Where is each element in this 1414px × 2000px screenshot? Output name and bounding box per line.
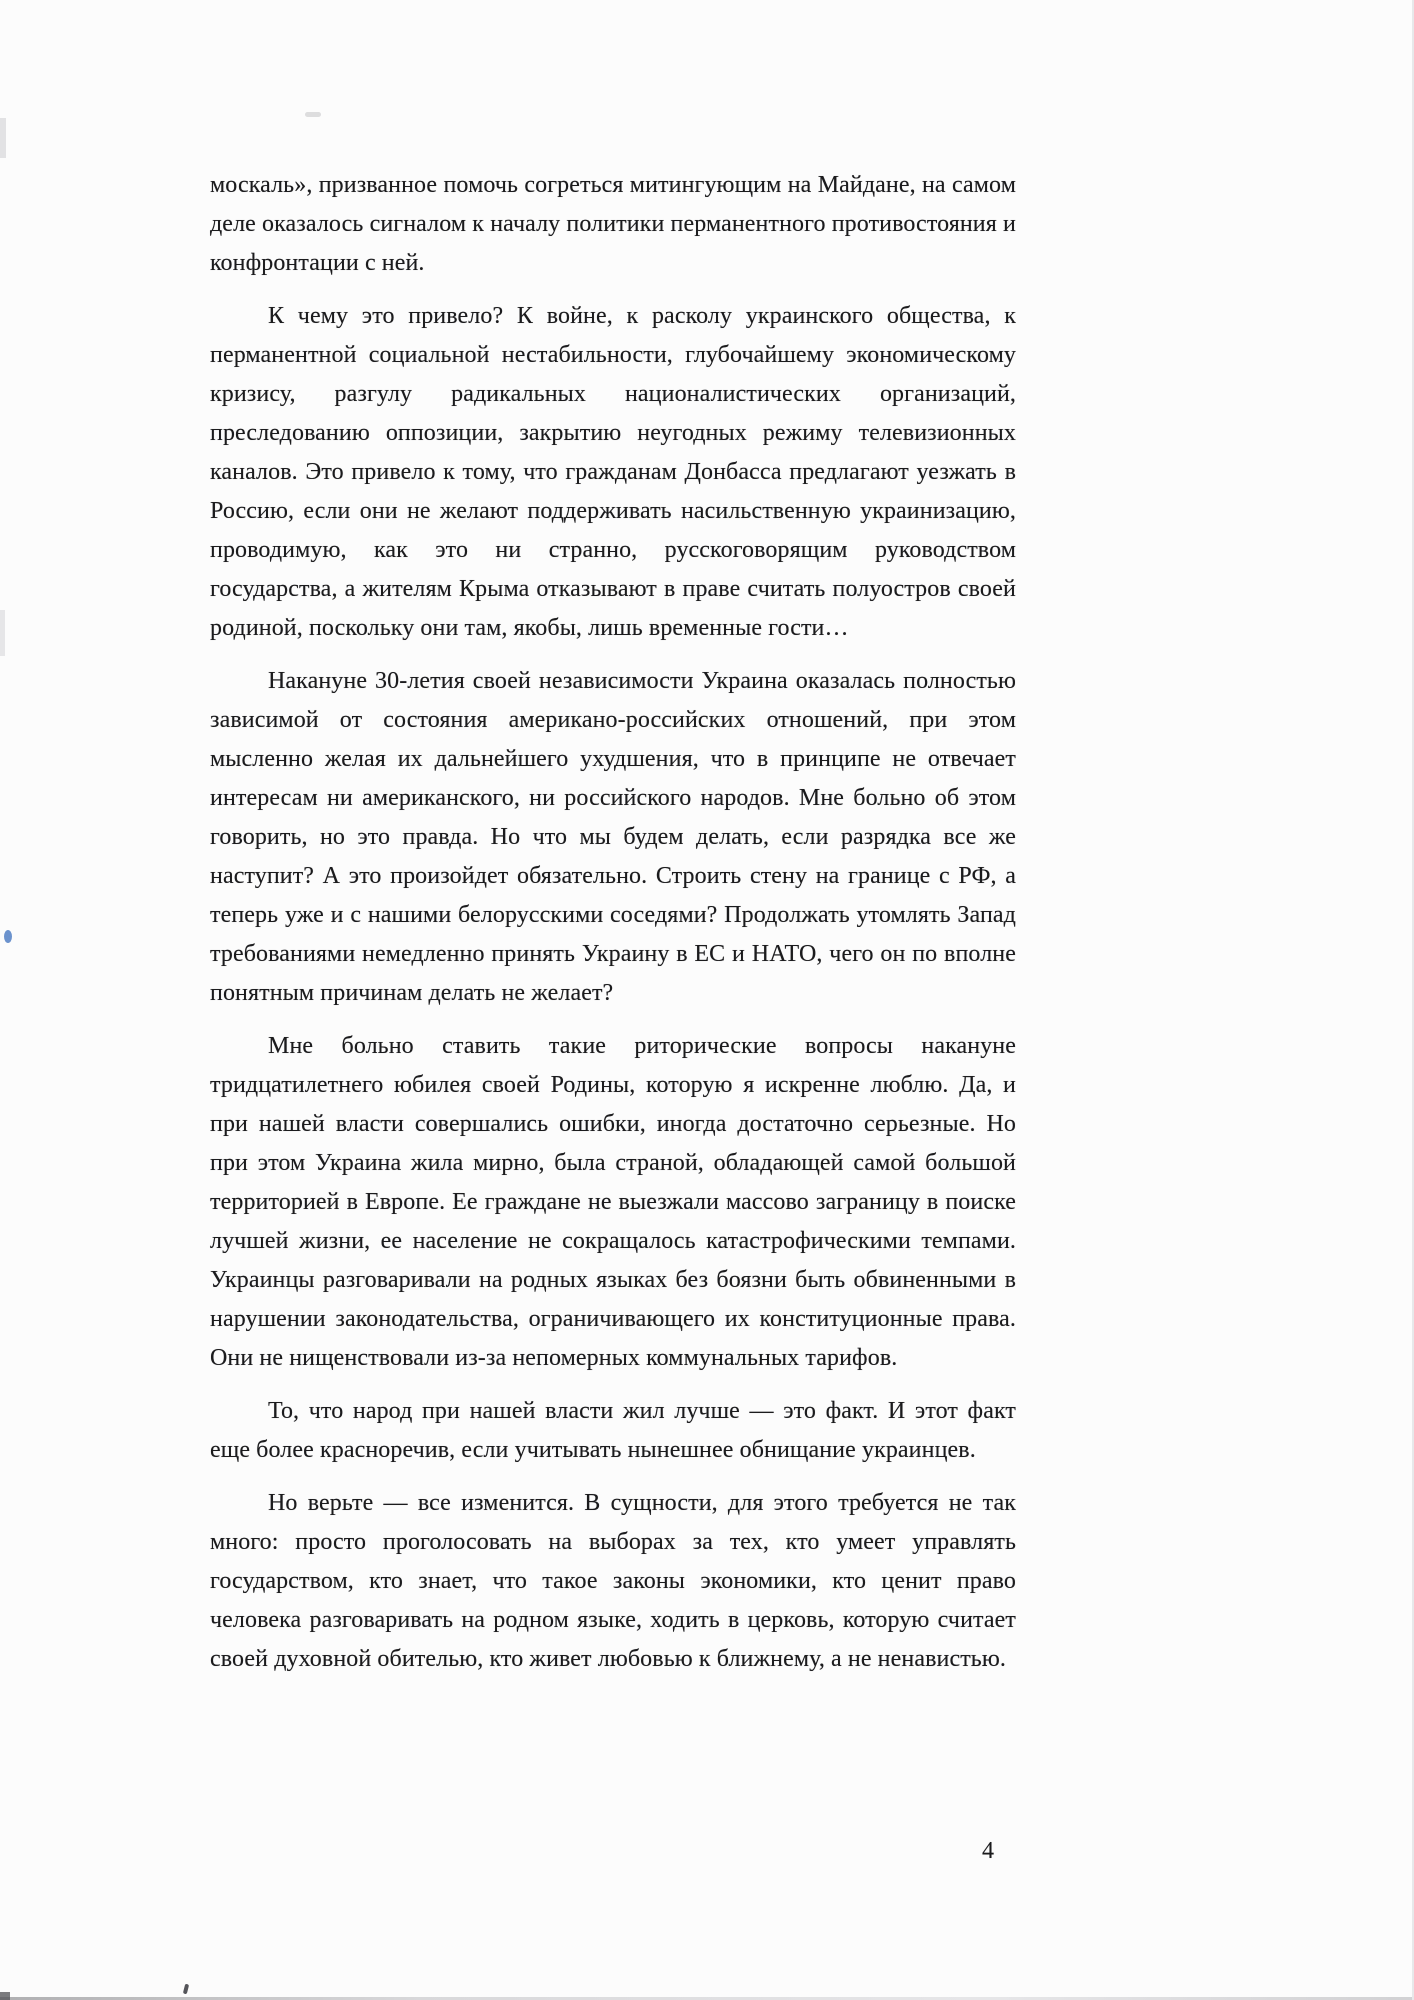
scan-artifact-bottom-corner bbox=[0, 1992, 10, 2000]
scan-artifact-edge-smudge bbox=[0, 610, 5, 656]
paragraph-continuation: москаль», призванное помочь согреться митингующим на Майдане, на самом деле оказалось сигналом к началу политики перманентного противостояния и конфронтации с ней. bbox=[210, 172, 1016, 276]
page-number: 4 bbox=[982, 1838, 994, 1864]
paragraph-2: К чему это привело? К войне, к расколу украинского общества, к перманентной социальной нестабильности, глубочайшему экономическому кризису, разгулу радикальных националистических организаций, преследованию оппозиции, закрытию неугодных режиму телевизионных каналов. Это привело к тому, что гражданам Донбасса предлагают уезжать в Россию, если они не желают поддерживать насильственную украинизацию, проводимую, как это ни странно, русскоговорящим руководством государства, а жителям Крыма отказывают в праве считать полуостров своей родиной, поскольку они там, якобы, лишь временные гости… bbox=[210, 303, 1016, 641]
paragraph-4: Мне больно ставить такие риторические вопросы накануне тридцатилетнего юбилея своей Родины, которую я искренне люблю. Да, и при нашей власти совершались ошибки, иногда достаточно серьезные. Но при этом Украина жила мирно, была страной, обладающей самой большой территорией в Европе. Ее граждане не выезжали массово заграницу в поиске лучшей жизни, ее население не сокращалось катастрофическими темпами. Украинцы разговаривали на родных языках без боязни быть обвиненными в нарушении законодательства, ограничивающего их конституционные права. Они не нищенствовали из-за непомерных коммунальных тарифов. bbox=[210, 1033, 1016, 1371]
scan-artifact-smudge bbox=[305, 112, 321, 117]
paragraph-3: Накануне 30-летия своей независимости Украина оказалась полностью зависимой от состояния американо-российских отношений, при этом мысленно желая их дальнейшего ухудшения, что в принципе не отвечает интересам ни американского, ни российского народов. Мне больно об этом говорить, но это правда. Но что мы будем делать, если разрядка все же наступит? А это произойдет обязательно. Строить стену на границе с РФ, а теперь уже и с нашими белорусскими соседями? Продолжать утомлять Запад требованиями немедленно принять Украину в ЕС и НАТО, чего он по вполне понятным причинам делать не желает? bbox=[210, 668, 1016, 1006]
paragraph-6: Но верьте — все изменится. В сущности, для этого требуется не так много: просто проголосовать на выборах за тех, кто умеет управлять государством, кто знает, что такое законы экономики, кто ценит право человека разговаривать на родном языке, ходить в церковь, которую считает своей духовной обителью, кто живет любовью к ближнему, а не ненавистью. bbox=[210, 1490, 1016, 1672]
paragraph-5: То, что народ при нашей власти жил лучше — это факт. И этот факт еще более красноречив, если учитывать нынешнее обнищание украинцев. bbox=[210, 1398, 1016, 1463]
scan-artifact-blue-dot bbox=[4, 930, 12, 943]
text-column bbox=[210, 166, 1016, 1693]
scan-artifact-bottom-mark bbox=[183, 1984, 189, 1995]
scan-artifact-edge-smudge bbox=[0, 118, 6, 158]
